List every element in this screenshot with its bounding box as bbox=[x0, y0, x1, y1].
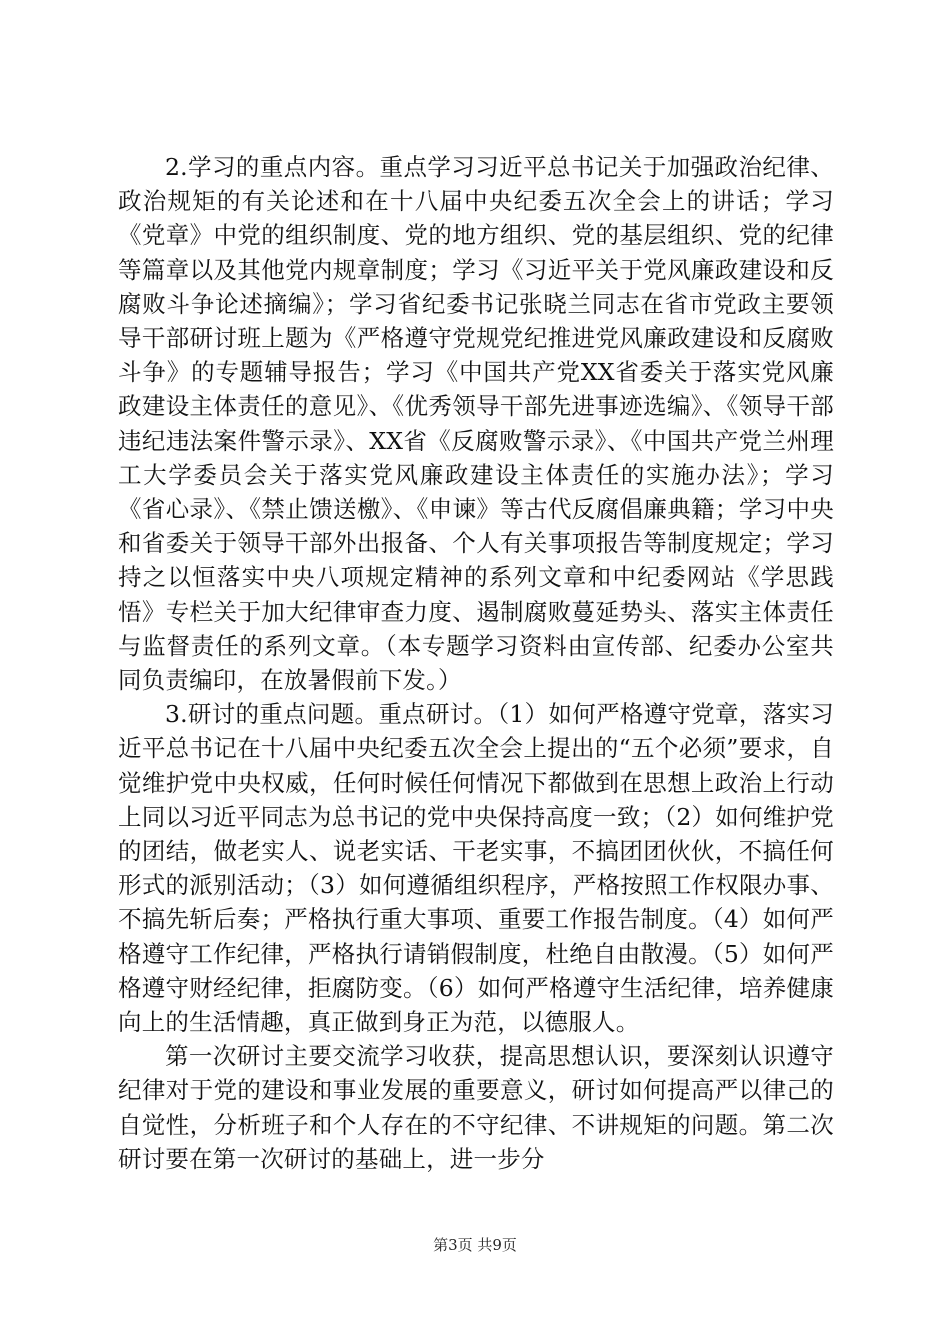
paragraph-discussion-plan: 第一次研讨主要交流学习收获，提高思想认识，要深刻认识遵守纪律对于党的建设和事业发展的重要意义，研讨如何提高严以律己的自觉性，分析班子和个人存在的不守纪律、不讲规矩的问题。第二次研讨要在第一次研讨的基础上，进一步分 bbox=[118, 1042, 834, 1173]
paragraph-discussion-issues: 3.研讨的重点问题。重点研讨。（1）如何严格遵守党章，落实习近平总书记在十八届中央纪委五次全会上提出的“五个必须”要求，自觉维护党中央权威，任何时候任何情况下都做到在思想上政治上行动上同以习近平同志为总书记的党中央保持高度一致；（2）如何维护党的团结，做老实人、说老实话、干老实事，不搞团团伙伙，不搞任何形式的派别活动；（3）如何遵循组织程序，严格按照工作权限办事、不搞先斩后奏；严格执行重大事项、重要工作报告制度。（4）如何严格遵守工作纪律，严格执行请销假制度，杜绝自由散漫。（5）如何严格遵守财经纪律，拒腐防变。（6）如何严格遵守生活纪律，培养健康向上的生活情趣，真正做到身正为范，以德服人。 bbox=[118, 700, 834, 1037]
paragraph-study-content: 2.学习的重点内容。重点学习习近平总书记关于加强政治纪律、政治规矩的有关论述和在十八届中央纪委五次全会上的讲话；学习《党章》中党的组织制度、党的地方组织、党的基层组织、党的纪律等篇章以及其他党内规章制度；学习《习近平关于党风廉政建设和反腐败斗争论述摘编》；学习省纪委书记张晓兰同志在省市党政主要领导干部研讨班上题为《严格遵守党规党纪推进党风廉政建设和反腐败斗争》的专题辅导报告；学习《中国共产党XX省委关于落实党风廉政建设主体责任的意见》、《优秀领导干部先进事迹选编》、《领导干部违纪违法案件警示录》、XX省《反腐败警示录》、《中国共产党兰州理工大学委员会关于落实党风廉政建设主体责任的实施办法》；学习《省心录》、《禁止馈送檄》、《申谏》等古代反腐倡廉典籍；学习中央和省委关于领导干部外出报备、个人有关事项报告等制度规定；学习持之以恒落实中央八项规定精神的系列文章和中纪委网站《学思践悟》专栏关于加大纪律审查力度、遏制腐败蔓延势头、落实主体责任与监督责任的系列文章。（本专题学习资料由宣传部、纪委办公室共同负责编印，在放暑假前下发。） bbox=[118, 153, 834, 695]
document-body bbox=[118, 150, 834, 1176]
page-footer: 第3页 共9页 bbox=[433, 1236, 517, 1254]
